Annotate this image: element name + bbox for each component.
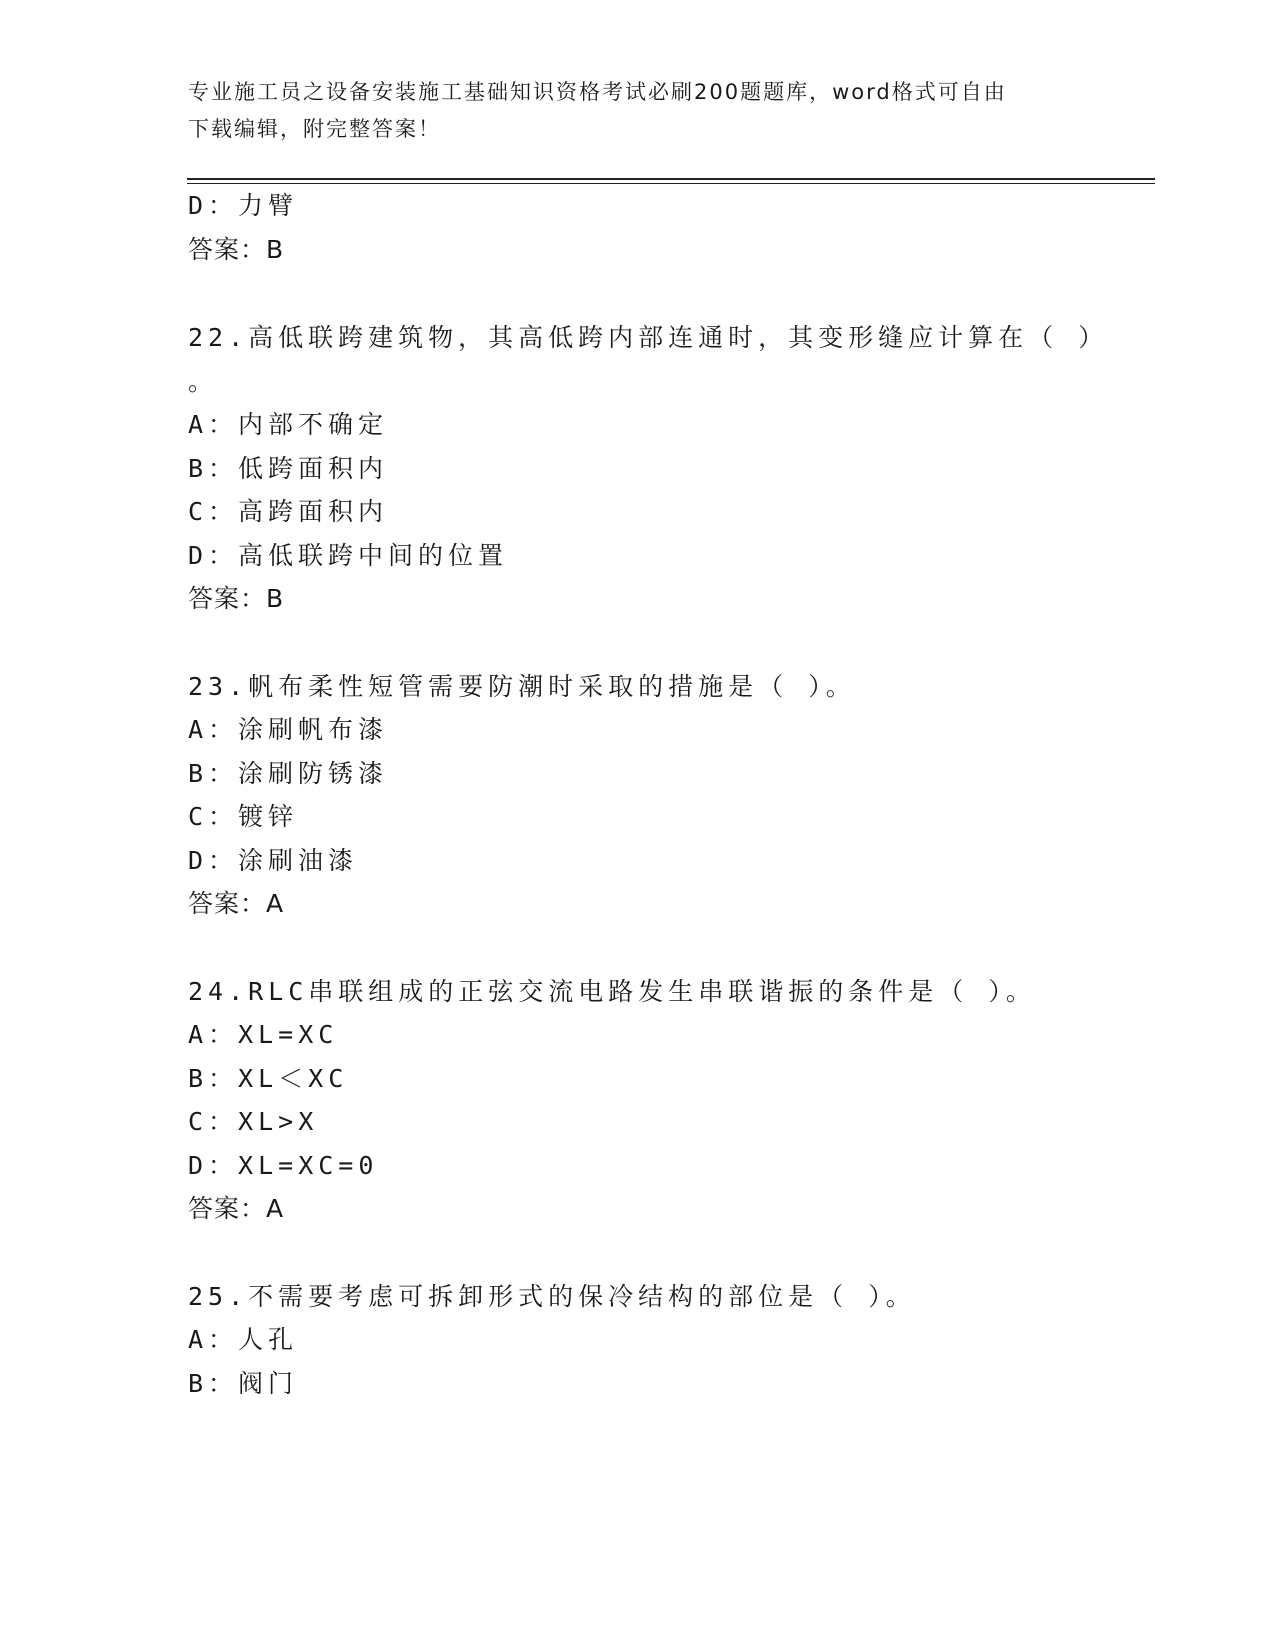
question-24-answer: 答案：A — [188, 1194, 285, 1223]
question-24-text: 24.RLC串联组成的正弦交流电路发生串联谐振的条件是（ ）。 — [188, 977, 1036, 1006]
header-title-line-1: 专业施工员之设备安装施工基础知识资格考试必刷200题题库，word格式可自由 — [188, 80, 1007, 104]
question-22-option-c: C：高跨面积内 — [188, 497, 389, 526]
page-header — [188, 74, 1088, 148]
question-23-option-a: A：涂刷帆布漆 — [188, 715, 389, 744]
question-23-answer: 答案：A — [188, 889, 285, 918]
header-title-line-2: 下载编辑，附完整答案！ — [188, 117, 441, 141]
question-22-option-d: D：高低联跨中间的位置 — [188, 541, 509, 570]
question-23-option-b: B：涂刷防锈漆 — [188, 759, 389, 788]
question-25-option-a: A：人孔 — [188, 1325, 299, 1354]
question-24-option-d: D：XL=XC=0 — [188, 1151, 379, 1180]
header-rule-thick — [187, 178, 1155, 180]
question-22-option-a: A：内部不确定 — [188, 410, 389, 439]
question-24-option-a: A：XL=XC — [188, 1020, 339, 1049]
question-24-option-b: B：XL＜XC — [188, 1064, 349, 1093]
header-rule-thin — [187, 183, 1155, 184]
question-22-answer: 答案：B — [188, 584, 285, 613]
question-23-option-c: C：镀锌 — [188, 802, 299, 831]
prev-answer: 答案：B — [188, 235, 285, 264]
question-22-text: 22.高低联跨建筑物，其高低跨内部连通时，其变形缝应计算在（ ） — [188, 323, 1109, 352]
question-22-text-continued: 。 — [188, 367, 219, 396]
question-23-option-d: D：涂刷油漆 — [188, 846, 359, 875]
prev-option-d: D：力臂 — [188, 191, 299, 220]
question-22-option-b: B：低跨面积内 — [188, 454, 389, 483]
question-23-text: 23.帆布柔性短管需要防潮时采取的措施是（ ）。 — [188, 672, 856, 701]
question-25-option-b: B：阀门 — [188, 1369, 299, 1398]
question-24-option-c: C：XL>X — [188, 1107, 319, 1136]
question-25-text: 25.不需要考虑可拆卸形式的保冷结构的部位是（ ）。 — [188, 1282, 916, 1311]
